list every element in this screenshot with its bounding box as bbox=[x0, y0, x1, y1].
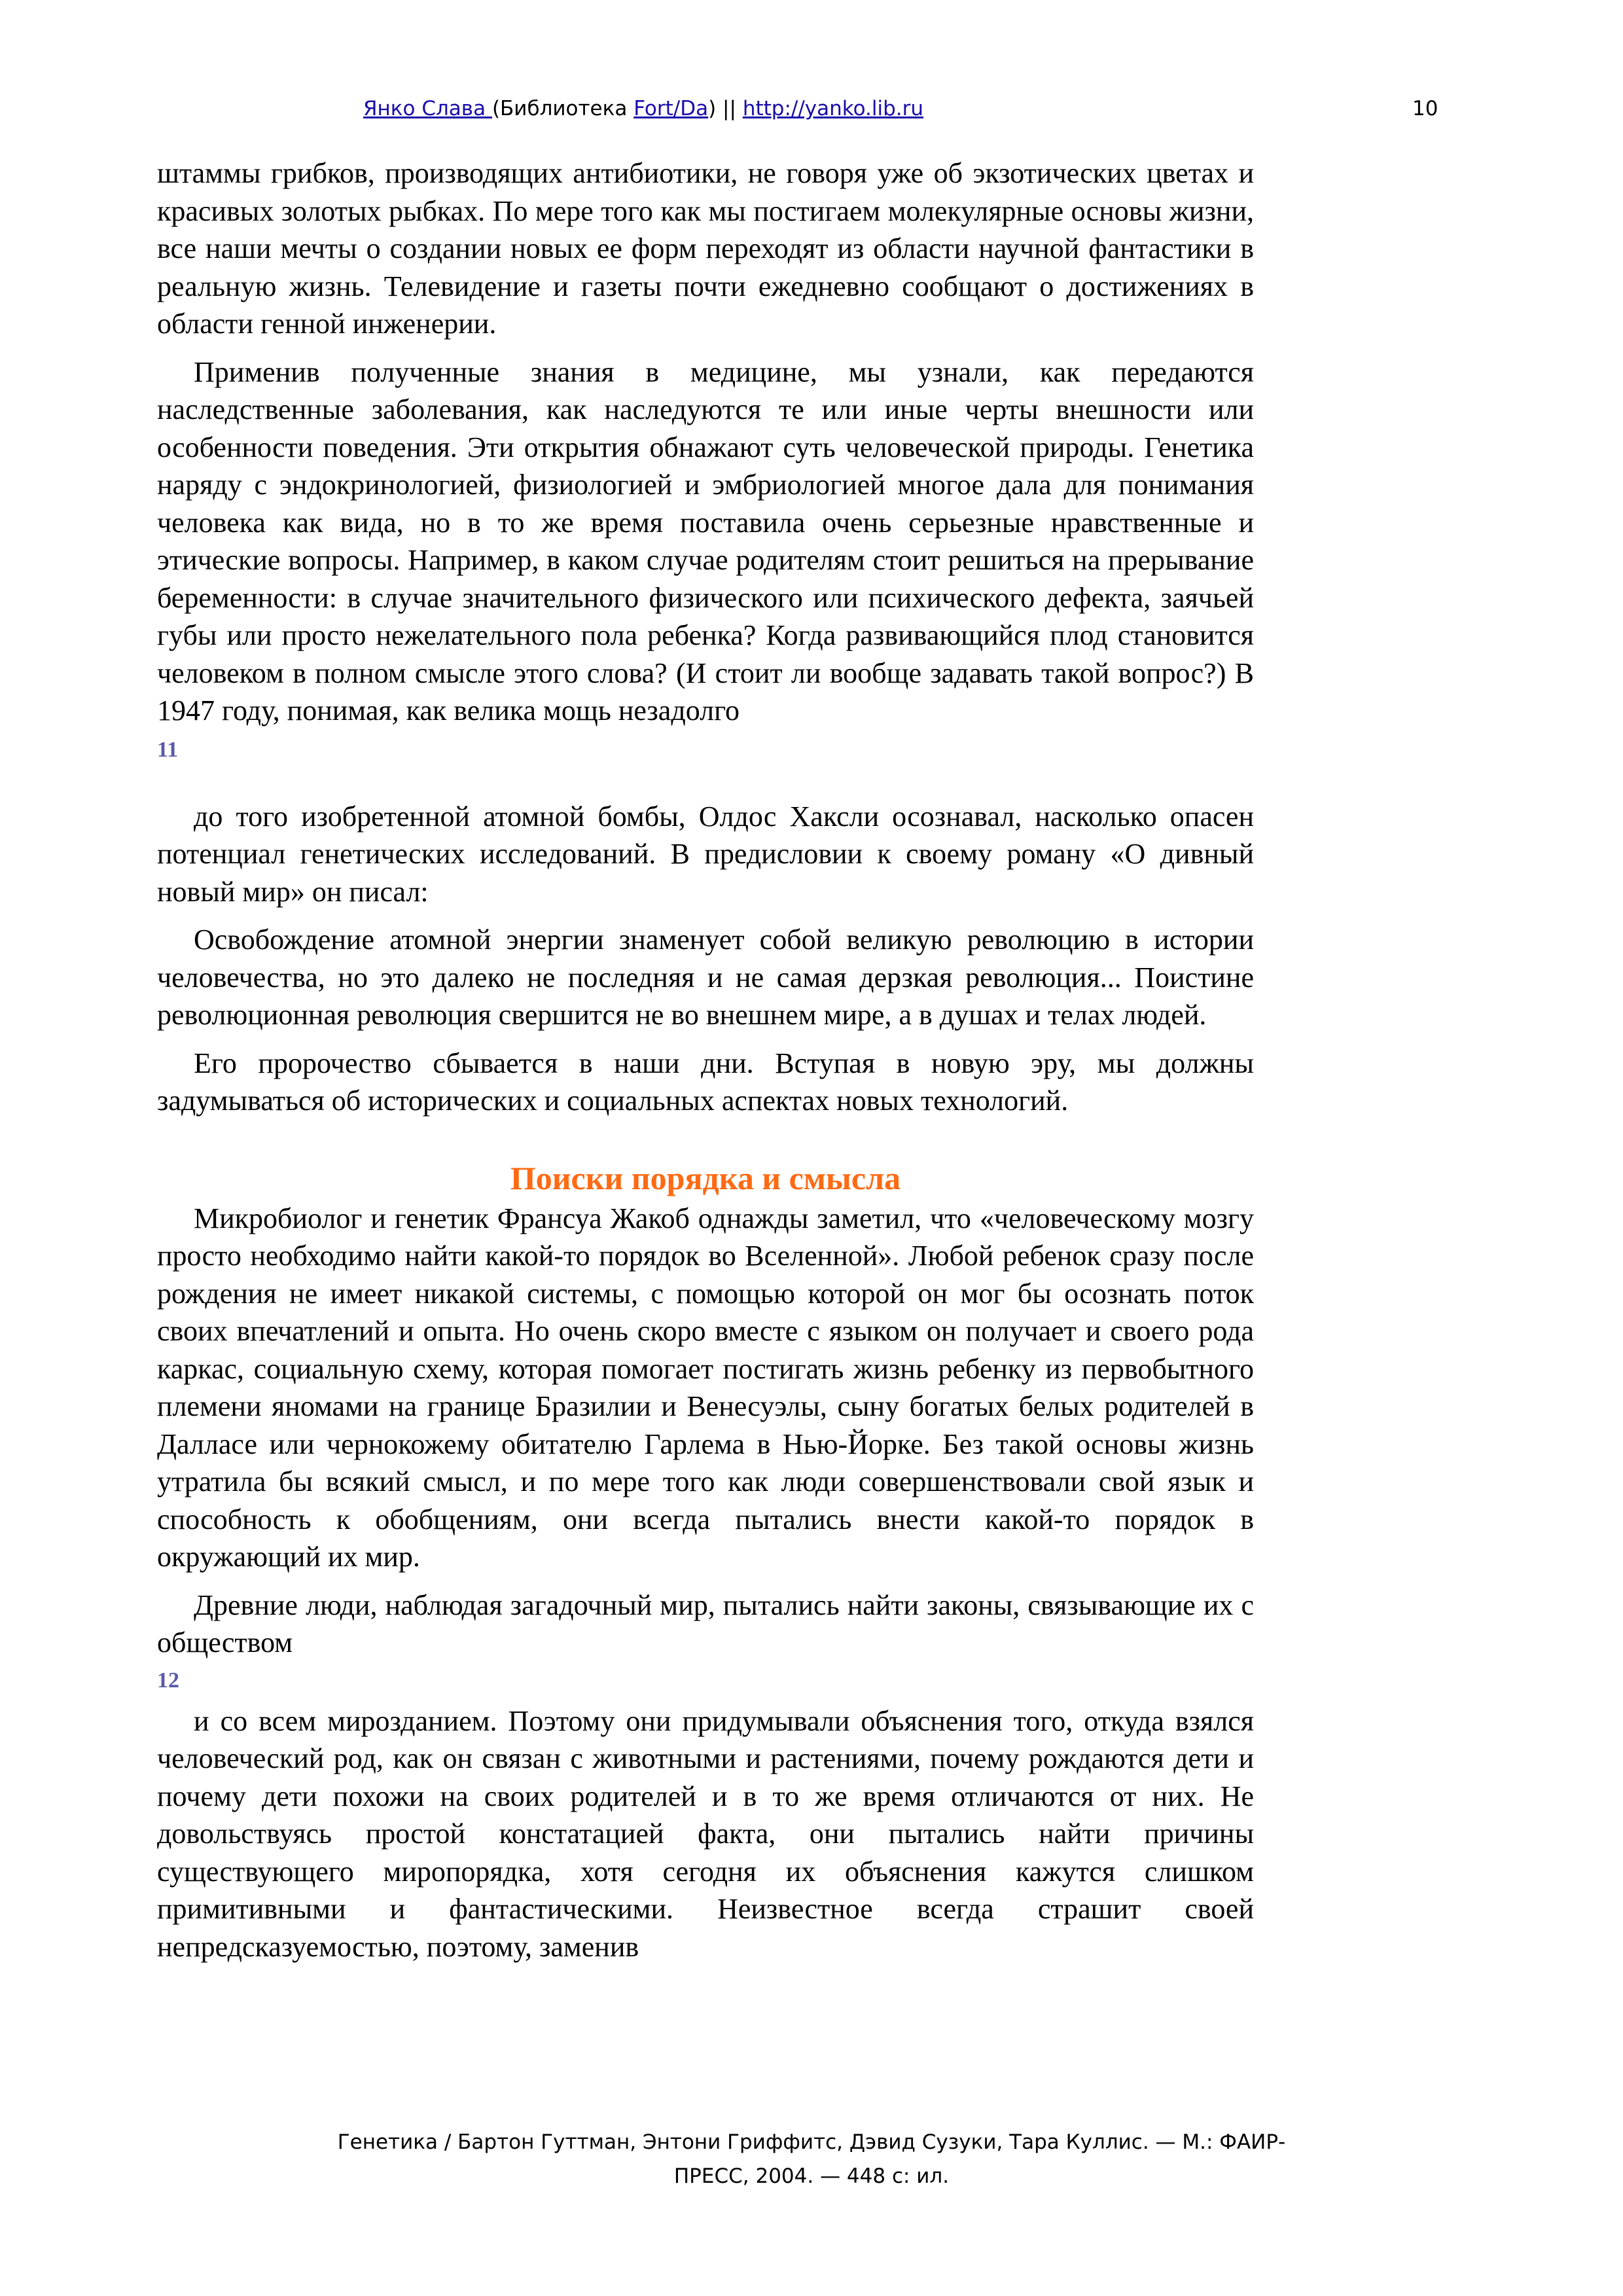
page-number: 10 bbox=[1412, 97, 1438, 120]
paragraph: Его пророчество сбывается в наши дни. Вступая в новую эру, мы должны задумываться об исторических и социальных аспектах новых технологий. bbox=[157, 1047, 1254, 1117]
page-content bbox=[157, 154, 1254, 1965]
paragraph: штаммы грибков, производящих антибиотики, не говоря уже об экзотических цветах и красивых золотых рыбках. По мере того как мы постигаем молекулярные основы жизни, все наши мечты о создании новых ее форм переходят из области научной фантастики в реальную жизнь. Телевидение и газеты почти ежедневно сообщают о достижениях в области генной инженерии. bbox=[157, 157, 1254, 340]
paragraph: Применив полученные знания в медицине, мы узнали, как передаются наследственные заболевания, как наследуются те или иные черты внешности или особенности поведения. Эти открытия обнажают суть человеческой природы. Генетика наряду с эндокринологией, физиологией и эмбриологией многое дала для понимания человека как вида, но в то же время поставила очень серьезные нравственные и этические вопросы. Например, в каком случае родителям стоит решиться на прерывание беременности: в случае значительного физического или психического дефекта, заячьей губы или просто нежелательного пола ребенка? Когда развивающийся плод становится человеком в полном смысле этого слова? (И стоит ли вообще задавать такой вопрос?) В 1947 году, понимая, как велика мощь незадолго bbox=[157, 355, 1254, 726]
page-header bbox=[0, 97, 1623, 130]
footer-citation-line2: ПРЕСС, 2004. — 448 с: ил. bbox=[673, 2164, 950, 2188]
paragraph: до того изобретенной атомной бомбы, Олдос Хаксли осознавал, насколько опасен потенциал генетических исследований. В предисловии к своему роману «О дивный новый мир» он писал: bbox=[157, 800, 1254, 908]
library-prefix: (Библиотека bbox=[491, 97, 634, 120]
quote-paragraph: Освобождение атомной энергии знаменует собой великую революцию в истории человечества, но это далеко не последняя и не самая дерзкая революция... Поистине революционная революция свершится не во внешнем мире, а в душах и телах людей. bbox=[157, 924, 1254, 1031]
paragraph: Микробиолог и генетик Франсуа Жакоб однажды заметил, что «человеческому мозгу просто необходимо найти какой-то порядок во Вселенной». Любой ребенок сразу после рождения не имеет никакой системы, с помощью которой он мог бы осознать поток своих впечатлений и опыта. Но очень скоро вместе с языком он получает и своего рода каркас, социальную схему, которая помогает постигать жизнь ребенку из первобытного племени яномами на границе Бразилии и Венесуэлы, сыну богатых белых родителей в Далласе или чернокожему обитателю Гарлема в Нью-Йорке. Без такой основы жизнь утратила бы всякий смысл, и по мере того как люди совершенствовали свой язык и способность к обобщениям, они всегда пытались внести какой-то порядок в окружающий их мир. bbox=[157, 1202, 1254, 1573]
header-line bbox=[363, 97, 923, 120]
library-suffix: ) || bbox=[708, 97, 743, 120]
paragraph: Древние люди, наблюдая загадочный мир, пытались найти законы, связывающие их с обществом bbox=[157, 1588, 1254, 1659]
fortda-link[interactable]: Fort/Da bbox=[633, 97, 709, 120]
page-marker: 11 bbox=[157, 737, 179, 762]
page-marker: 12 bbox=[157, 1668, 179, 1693]
page-footer bbox=[0, 2125, 1623, 2193]
footer-citation-line1: Генетика / Бартон Гуттман, Энтони Гриффитс, Дэвид Сузуки, Тара Куллис. — М.: ФАИР- bbox=[337, 2130, 1286, 2154]
section-heading: Поиски порядка и смысла bbox=[510, 1159, 901, 1196]
paragraph: и со всем мирозданием. Поэтому они придумывали объяснения того, откуда взялся человеческий род, как он связан с животными и растениями, почему рождаются дети и почему дети похожи на своих родителей и в то же время отличаются от них. Не довольствуясь простой констатацией факта, они пытались найти причины существующего миропорядка, хотя сегодня их объяснения кажутся слишком примитивными и фантастическими. Неизвестное всегда страшит своей непредсказуемостью, поэтому, заменив bbox=[157, 1704, 1254, 1963]
author-link[interactable]: Янко Слава bbox=[363, 97, 492, 120]
site-link[interactable]: http://yanko.lib.ru bbox=[742, 97, 924, 120]
